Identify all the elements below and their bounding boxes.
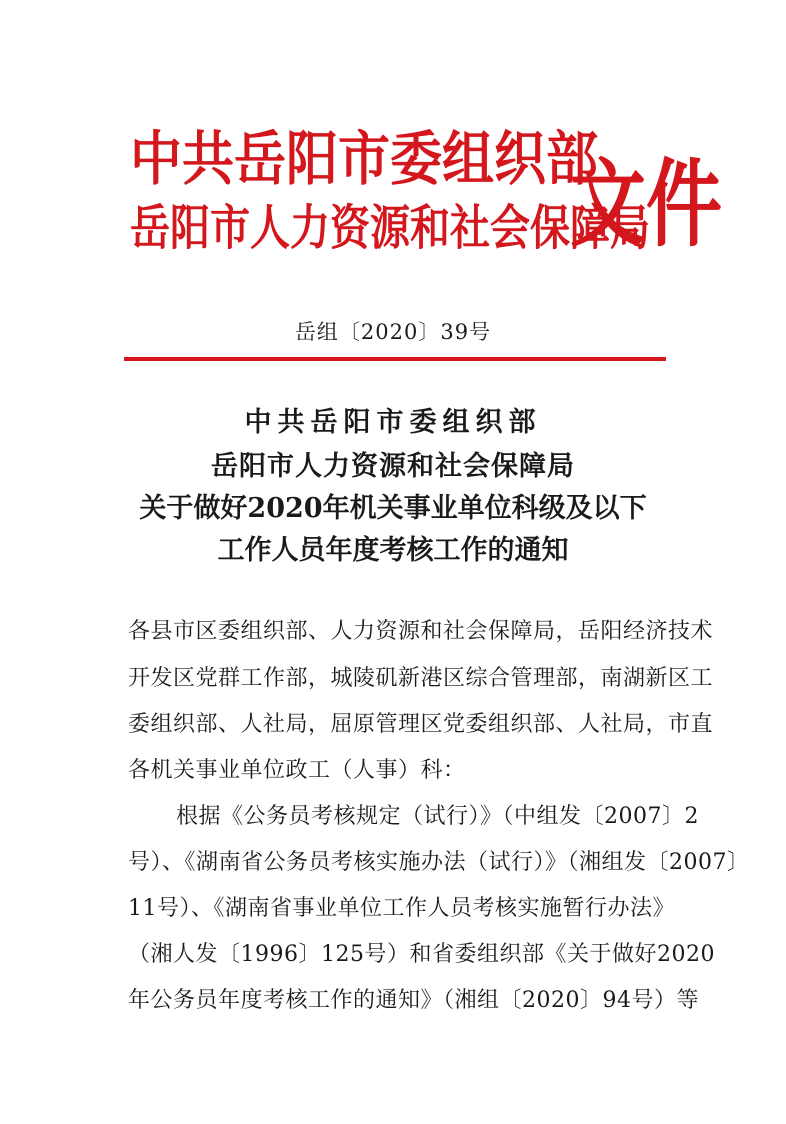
body-line-1: 各县市区委组织部、人力资源和社会保障局，岳阳经济技术 [128,619,714,644]
red-separator-line [124,357,666,361]
header-org-line-2: 岳阳市人力资源和社会保障局 [130,199,650,256]
header-org-line-1: 中共岳阳市委组织部 [130,125,599,194]
document-number: 岳组〔2020〕39号 [294,320,492,344]
title-line-3: 关于做好2020年机关事业单位科级及以下 [139,493,647,524]
body-line-4: 各机关事业单位政工（人事）科： [128,758,466,783]
body-line-8: （湘人发〔1996〕125号）和省委组织部《关于做好2020 [128,942,715,967]
header-doc-type: 文件 [570,148,722,260]
body-line-7: 11号）、《湖南省事业单位工作人员考核实施暂行办法》 [128,896,675,921]
title-line-4: 工作人员年度考核工作的通知 [217,535,569,566]
body-line-5: 根据《公务员考核规定（试行）》（中组发〔2007〕2 [176,804,699,829]
body-line-2: 开发区党群工作部，城陵矶新港区综合管理部，南湖新区工 [128,666,714,691]
body-line-6: 号）、《湖南省公务员考核实施办法（试行）》（湘组发〔2007〕 [128,850,750,875]
title-line-2: 岳阳市人力资源和社会保障局 [211,451,575,482]
body-line-9: 年公务员年度考核工作的通知》（湘组〔2020〕94号）等 [128,988,699,1013]
body-line-3: 委组织部、人社局，屈原管理区党委组织部、人社局，市直 [128,712,714,737]
title-line-1: 中共岳阳市委组织部 [244,407,542,438]
